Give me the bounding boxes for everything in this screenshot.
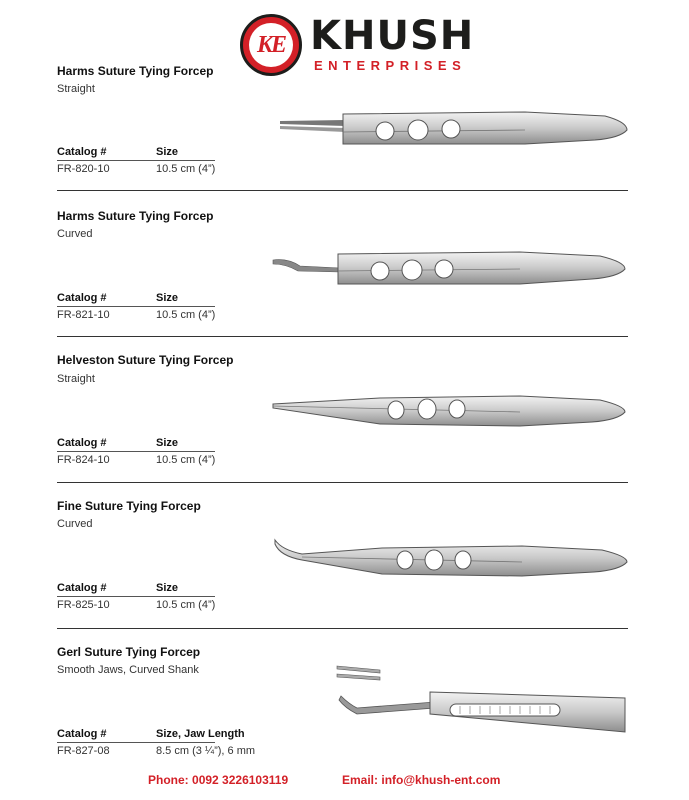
product-title: Harms Suture Tying Forcep <box>57 64 214 78</box>
section-divider <box>57 190 628 191</box>
section-divider <box>57 482 628 483</box>
forcep-image <box>270 390 635 435</box>
product-subtitle: Smooth Jaws, Curved Shank <box>57 664 199 676</box>
product-title: Fine Suture Tying Forcep <box>57 499 201 513</box>
catalog-header: Catalog # <box>57 146 107 158</box>
catalog-number: FR-827-08 <box>57 745 110 757</box>
header-rule <box>57 306 215 307</box>
size-value: 8.5 cm (3 ¼”), 6 mm <box>156 745 256 757</box>
product-subtitle: Curved <box>57 228 93 240</box>
size-value: 10.5 cm (4”) <box>156 309 216 321</box>
company-logo <box>240 12 475 78</box>
footer-email <box>342 773 500 787</box>
forcep-image <box>272 534 635 582</box>
logo-monogram: KE <box>249 23 293 67</box>
logo-wordmark: KHUSH <box>310 13 475 59</box>
catalog-number: FR-824-10 <box>57 454 110 466</box>
logo-tagline: ENTERPRISES <box>314 58 467 73</box>
size-value: 10.5 cm (4”) <box>156 163 216 175</box>
phone-number[interactable]: 0092 3226103119 <box>192 773 289 787</box>
catalog-header: Catalog # <box>57 292 107 304</box>
catalog-number: FR-825-10 <box>57 599 110 611</box>
product-title: Helveston Suture Tying Forcep <box>57 353 234 367</box>
size-header: Size <box>156 582 179 594</box>
catalog-number: FR-821-10 <box>57 309 110 321</box>
catalog-number: FR-820-10 <box>57 163 110 175</box>
catalog-header: Catalog # <box>57 437 107 449</box>
forcep-image <box>275 104 635 154</box>
size-value: 10.5 cm (4”) <box>156 599 216 611</box>
product-subtitle: Curved <box>57 518 93 530</box>
size-header: Size <box>156 292 179 304</box>
size-value: 10.5 cm (4”) <box>156 454 216 466</box>
section-divider <box>57 336 628 337</box>
email-label: Email: <box>342 773 379 787</box>
section-divider <box>57 628 628 629</box>
header-rule <box>57 451 215 452</box>
product-title: Gerl Suture Tying Forcep <box>57 645 201 659</box>
catalog-header: Catalog # <box>57 582 107 594</box>
logo-emblem <box>240 14 302 76</box>
header-rule <box>57 596 215 597</box>
product-subtitle: Straight <box>57 373 95 385</box>
footer-phone <box>148 773 288 787</box>
product-title: Harms Suture Tying Forcep <box>57 209 214 223</box>
product-subtitle: Straight <box>57 83 95 95</box>
forcep-image <box>270 244 635 292</box>
forcep-image <box>335 662 635 742</box>
size-header: Size, Jaw Length <box>156 728 245 740</box>
header-rule <box>57 742 215 743</box>
header-rule <box>57 160 215 161</box>
size-header: Size <box>156 146 179 158</box>
phone-label: Phone: <box>148 773 189 787</box>
size-header: Size <box>156 437 179 449</box>
catalog-header: Catalog # <box>57 728 107 740</box>
email-link[interactable]: info@khush-ent.com <box>381 773 501 787</box>
